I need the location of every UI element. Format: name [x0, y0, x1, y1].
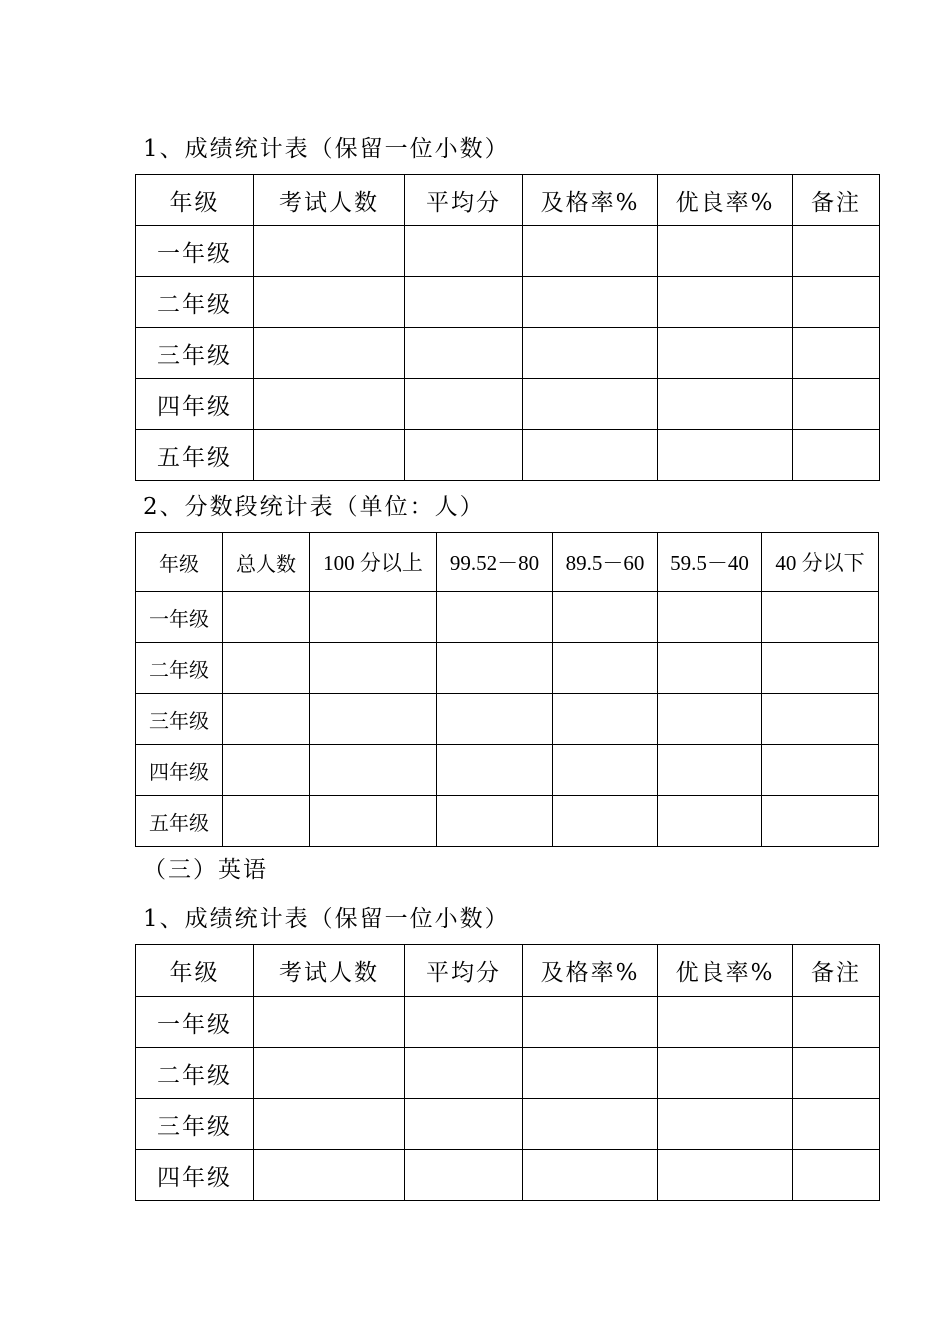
data-cell[interactable]	[793, 1150, 880, 1201]
data-cell[interactable]	[254, 277, 405, 328]
data-cell[interactable]	[762, 796, 879, 847]
header-row	[136, 175, 880, 226]
table-row	[136, 226, 880, 277]
data-cell[interactable]	[523, 1150, 658, 1201]
data-cell[interactable]	[254, 226, 405, 277]
data-cell[interactable]	[310, 592, 437, 643]
column-header: 平均分	[405, 175, 523, 226]
data-cell[interactable]	[762, 694, 879, 745]
table-row	[136, 430, 880, 481]
column-header: 备注	[793, 175, 880, 226]
data-cell[interactable]	[553, 796, 658, 847]
score-table-heading-english: 1、成绩统计表（保留一位小数）	[143, 906, 510, 932]
score-table-1-body	[136, 175, 880, 481]
data-cell[interactable]	[254, 328, 405, 379]
grade-label-cell: 一年级	[136, 997, 254, 1048]
table-row	[136, 694, 879, 745]
column-header: 总人数	[223, 533, 310, 592]
score-band-table-heading: 2、分数段统计表（单位：人）	[143, 494, 485, 520]
data-cell[interactable]	[793, 277, 880, 328]
data-cell[interactable]	[254, 379, 405, 430]
score-band-table-body	[136, 533, 879, 847]
score-table-english	[135, 944, 880, 1201]
header-row	[136, 945, 880, 997]
header-row	[136, 533, 879, 592]
table-row	[136, 379, 880, 430]
grade-label-cell: 三年级	[136, 694, 223, 745]
data-cell[interactable]	[254, 997, 405, 1048]
grade-label-cell: 三年级	[136, 1099, 254, 1150]
data-cell[interactable]	[437, 796, 553, 847]
grade-label-cell: 一年级	[136, 226, 254, 277]
data-cell[interactable]	[658, 430, 793, 481]
data-cell[interactable]	[254, 1150, 405, 1201]
data-cell[interactable]	[223, 694, 310, 745]
data-cell[interactable]	[223, 592, 310, 643]
column-header: 100 分以上	[310, 533, 437, 592]
data-cell[interactable]	[405, 997, 523, 1048]
data-cell[interactable]	[523, 226, 658, 277]
table-row	[136, 997, 880, 1048]
grade-label-cell: 二年级	[136, 643, 223, 694]
column-header: 考试人数	[254, 175, 405, 226]
data-cell[interactable]	[658, 328, 793, 379]
data-cell[interactable]	[658, 745, 762, 796]
data-cell[interactable]	[793, 1099, 880, 1150]
grade-label-cell: 二年级	[136, 277, 254, 328]
data-cell[interactable]	[762, 643, 879, 694]
table-row	[136, 643, 879, 694]
table-row	[136, 1150, 880, 1201]
column-header: 备注	[793, 945, 880, 997]
data-cell[interactable]	[793, 1048, 880, 1099]
data-cell[interactable]	[405, 1048, 523, 1099]
column-header: 优良率%	[658, 945, 793, 997]
data-cell[interactable]	[437, 694, 553, 745]
grade-label-cell: 二年级	[136, 1048, 254, 1099]
data-cell[interactable]	[405, 277, 523, 328]
data-cell[interactable]	[223, 796, 310, 847]
data-cell[interactable]	[405, 379, 523, 430]
grade-label-cell: 四年级	[136, 379, 254, 430]
data-cell[interactable]	[405, 328, 523, 379]
data-cell[interactable]	[523, 277, 658, 328]
data-cell[interactable]	[437, 643, 553, 694]
score-table-1	[135, 174, 880, 481]
data-cell[interactable]	[310, 796, 437, 847]
data-cell[interactable]	[254, 1048, 405, 1099]
data-cell[interactable]	[793, 430, 880, 481]
data-cell[interactable]	[762, 745, 879, 796]
score-table-english-body	[136, 945, 880, 1201]
column-header: 99.52－80	[437, 533, 553, 592]
data-cell[interactable]	[523, 430, 658, 481]
table-row	[136, 796, 879, 847]
data-cell[interactable]	[793, 226, 880, 277]
column-header: 及格率%	[523, 945, 658, 997]
data-cell[interactable]	[254, 430, 405, 481]
score-table-heading-1: 1、成绩统计表（保留一位小数）	[143, 136, 510, 162]
data-cell[interactable]	[223, 643, 310, 694]
data-cell[interactable]	[658, 379, 793, 430]
grade-label-cell: 一年级	[136, 592, 223, 643]
data-cell[interactable]	[658, 997, 793, 1048]
data-cell[interactable]	[553, 745, 658, 796]
data-cell[interactable]	[658, 643, 762, 694]
data-cell[interactable]	[658, 796, 762, 847]
grade-label-cell: 四年级	[136, 745, 223, 796]
table-row	[136, 1048, 880, 1099]
data-cell[interactable]	[405, 226, 523, 277]
column-header: 89.5－60	[553, 533, 658, 592]
data-cell[interactable]	[310, 694, 437, 745]
data-cell[interactable]	[523, 328, 658, 379]
data-cell[interactable]	[254, 1099, 405, 1150]
column-header: 及格率%	[523, 175, 658, 226]
data-cell[interactable]	[658, 226, 793, 277]
data-cell[interactable]	[553, 592, 658, 643]
column-header: 40 分以下	[762, 533, 879, 592]
data-cell[interactable]	[523, 379, 658, 430]
data-cell[interactable]	[658, 1048, 793, 1099]
data-cell[interactable]	[658, 592, 762, 643]
table-row	[136, 328, 880, 379]
data-cell[interactable]	[310, 643, 437, 694]
data-cell[interactable]	[762, 592, 879, 643]
data-cell[interactable]	[793, 379, 880, 430]
column-header: 考试人数	[254, 945, 405, 997]
table-row	[136, 1099, 880, 1150]
grade-label-cell: 五年级	[136, 430, 254, 481]
column-header: 59.5－40	[658, 533, 762, 592]
column-header: 年级	[136, 533, 223, 592]
table-row	[136, 592, 879, 643]
data-cell[interactable]	[437, 592, 553, 643]
data-cell[interactable]	[523, 1099, 658, 1150]
data-cell[interactable]	[405, 430, 523, 481]
data-cell[interactable]	[658, 1099, 793, 1150]
data-cell[interactable]	[658, 1150, 793, 1201]
english-section-title: （三）英语	[143, 857, 268, 883]
data-cell[interactable]	[553, 643, 658, 694]
data-cell[interactable]	[405, 1150, 523, 1201]
grade-label-cell: 三年级	[136, 328, 254, 379]
data-cell[interactable]	[793, 328, 880, 379]
data-cell[interactable]	[553, 694, 658, 745]
data-cell[interactable]	[658, 694, 762, 745]
grade-label-cell: 四年级	[136, 1150, 254, 1201]
data-cell[interactable]	[658, 277, 793, 328]
column-header: 平均分	[405, 945, 523, 997]
data-cell[interactable]	[793, 997, 880, 1048]
column-header: 年级	[136, 175, 254, 226]
data-cell[interactable]	[223, 745, 310, 796]
grade-label-cell: 五年级	[136, 796, 223, 847]
score-band-table	[135, 532, 879, 847]
data-cell[interactable]	[523, 1048, 658, 1099]
data-cell[interactable]	[405, 1099, 523, 1150]
table-row	[136, 745, 879, 796]
column-header: 优良率%	[658, 175, 793, 226]
data-cell[interactable]	[310, 745, 437, 796]
data-cell[interactable]	[523, 997, 658, 1048]
table-row	[136, 277, 880, 328]
column-header: 年级	[136, 945, 254, 997]
data-cell[interactable]	[437, 745, 553, 796]
